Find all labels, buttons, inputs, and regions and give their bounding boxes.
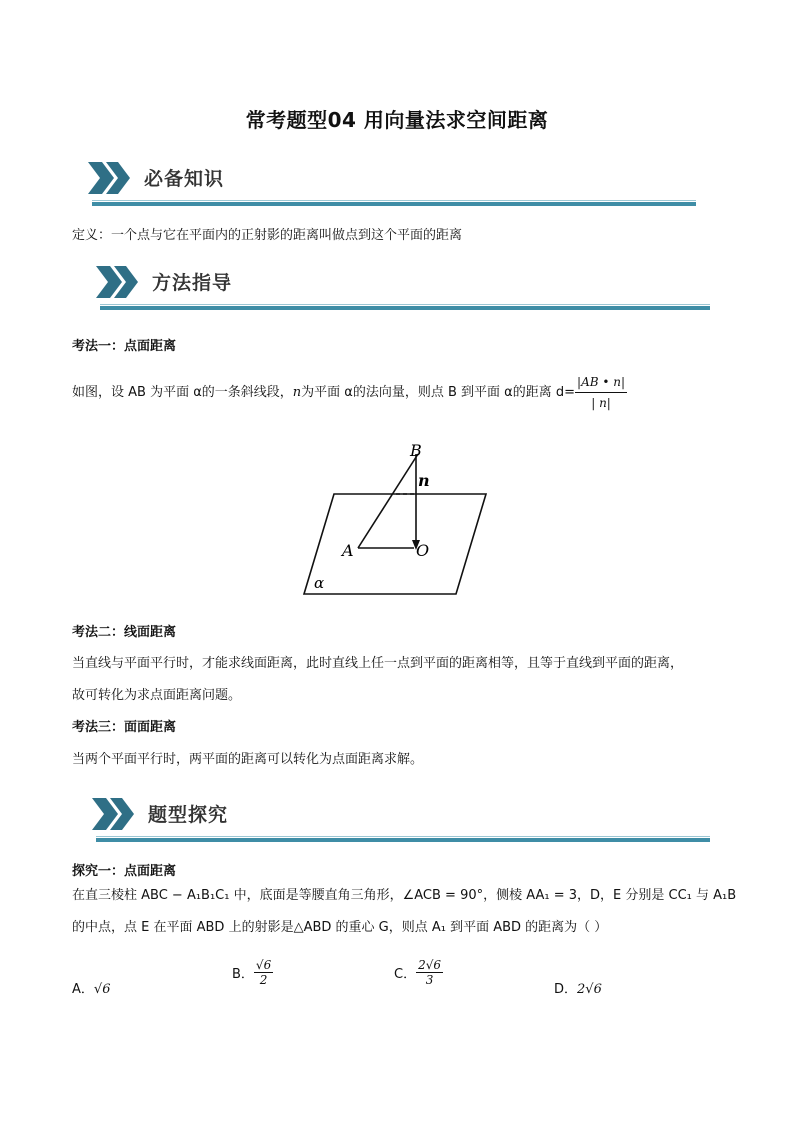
formula-denominator: | n|: [591, 396, 611, 410]
section-label: 题型探究: [148, 804, 229, 826]
section-label: 方法指导: [152, 272, 233, 294]
explore1-line2: 的中点，点 E 在平面 ABD 上的射影是△ABD 的重心 G，则点 A₁ 到平面 ABD 的距离为（ ）: [72, 920, 608, 935]
method1-heading: 考法一：点面距离: [72, 339, 177, 354]
option-a: [72, 978, 110, 997]
method2-line2: 故可转化为求点面距离问题。: [72, 688, 242, 703]
option-a-value: √6: [93, 982, 111, 997]
page-title: 常考题型04 用向量法求空间距离: [245, 108, 549, 132]
label-a: A: [342, 541, 354, 560]
explore1-heading: 探究一：点面距离: [72, 864, 177, 879]
method3-heading: 考法三：面面距离: [72, 720, 177, 735]
method2-heading: 考法二：线面距离: [72, 625, 177, 640]
formula-numerator: |AB • n|: [575, 372, 627, 393]
section-banner-knowledge: [84, 158, 696, 206]
label-alpha: α: [314, 574, 325, 592]
option-b-value: [254, 958, 273, 987]
double-chevron-icon: [88, 794, 140, 834]
distance-formula: [575, 372, 627, 413]
section-label: 必备知识: [144, 168, 225, 190]
label-o: O: [416, 541, 430, 560]
option-c-value: [416, 958, 443, 987]
option-b-denominator: 2: [259, 973, 268, 987]
method1-text-before: 如图，设 AB 为平面 α的一条斜线段，: [72, 385, 293, 400]
option-c-numerator: 2√6: [418, 958, 441, 972]
explore1-line1: 在直三棱柱 ABC − A₁B₁C₁ 中，底面是等腰直角三角形，∠ACB = 90°，侧棱 AA₁ = 3，D，E 分别是 CC₁ 与 A₁B: [72, 888, 737, 903]
section-banner-explore: [88, 794, 710, 842]
section-banner-method: [92, 262, 710, 310]
option-c: [394, 958, 443, 987]
normal-vector-symbol: n: [292, 385, 302, 400]
point-plane-distance-figure: [296, 432, 496, 602]
option-b: [232, 958, 273, 987]
option-a-label: A．: [72, 982, 94, 997]
option-c-label: C．: [394, 967, 417, 982]
double-chevron-icon: [84, 158, 136, 198]
option-c-denominator: 3: [425, 973, 434, 987]
definition-text: 定义：一个点与它在平面内的正射影的距离叫做点到这个平面的距离: [72, 228, 463, 243]
double-chevron-icon: [92, 262, 144, 302]
option-b-label: B．: [232, 967, 254, 982]
option-d-label: D．: [554, 982, 578, 997]
method1-text-middle: 为平面 α的法向量，则点 B 到平面 α的距离 d=: [301, 385, 576, 400]
segment-ab: [358, 454, 418, 548]
label-b: B: [410, 441, 422, 460]
method3-line1: 当两个平面平行时，两平面的距离可以转化为点面距离求解。: [72, 752, 424, 767]
label-n: n: [418, 471, 430, 490]
method2-line1: 当直线与平面平行时，才能求线面距离，此时直线上任一点到平面的距离相等，且等于直线到平面的距离，: [72, 656, 684, 671]
method1-text: [72, 372, 627, 413]
option-d-value: 2√6: [577, 982, 602, 997]
option-b-numerator: √6: [255, 958, 272, 972]
option-d: [554, 978, 602, 997]
plane-alpha-shape: [304, 494, 486, 594]
